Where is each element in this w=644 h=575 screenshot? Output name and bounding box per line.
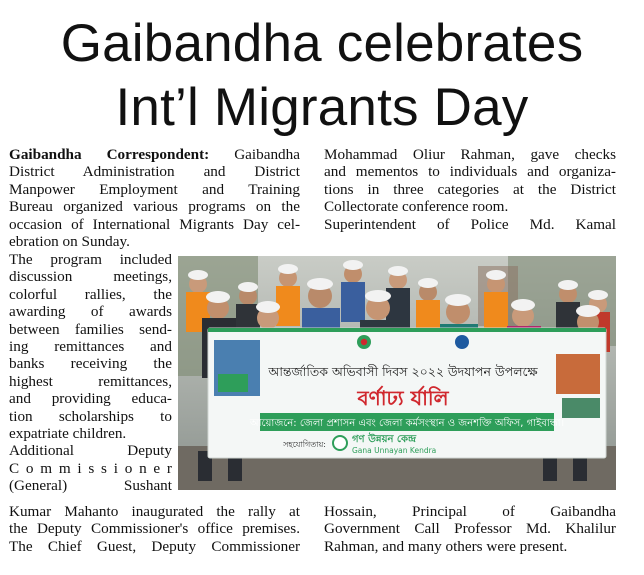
headline-line-2: Int’l Migrants Day <box>115 78 529 137</box>
article-line <box>9 146 300 163</box>
article-line: expatriate children. <box>9 425 127 443</box>
left-column-narrow <box>9 251 172 495</box>
rally-banner <box>208 328 606 458</box>
article-line: Kumar Mahanto inaugurated the rally at <box>9 503 300 520</box>
banner-title: আন্তর্জাতিক অভিবাসী দিবস ২০২২ উদযাপন উপলক্ষে <box>268 364 538 379</box>
banner-right-graphic <box>562 398 600 418</box>
article-line: Mohammad Oliur Rahman, gave checks <box>324 146 616 163</box>
bmet-logo-icon <box>455 335 469 349</box>
article-line: Superintendent of Police Md. Kamal <box>324 215 616 233</box>
article-line: C o m m i s s i o n e r <box>9 459 172 477</box>
right-column-bottom <box>324 503 616 555</box>
article-line: colorful rallies, the <box>9 285 172 303</box>
banner-organizer-text: আয়োজনে: জেলা প্রশাসন এবং জেলা কর্মসংস্থান ও জনশক্তি অফিস, গাইবান্ধা। <box>249 418 565 429</box>
banner-rally-text: বর্ণাঢ্য র্যালি <box>357 386 449 410</box>
banner-support-label: সহযোগিতায়: <box>283 440 326 449</box>
article-line: Additional Deputy <box>9 442 172 460</box>
article-line: Collectorate conference room. <box>324 198 509 216</box>
byline: Gaibandha Correspondent: <box>9 146 210 163</box>
article-line: discussion meetings, <box>9 268 172 286</box>
article-line: Government Call Professor Md. Khalilur <box>324 520 616 538</box>
article-line: occasion of International Migrants Day cel- <box>9 215 300 233</box>
bangladesh-emblem-icon <box>361 339 367 345</box>
article-line: banks receiving the <box>9 355 172 373</box>
rally-photo-illustration <box>178 256 616 490</box>
article-line-text: Gaibandha <box>209 146 300 163</box>
article-line: awarding of awards <box>9 303 172 321</box>
banner-support-bn: গণ উন্নয়ন কেন্দ্র <box>352 434 417 445</box>
article-line: Bureau organized various programs on the <box>9 198 300 216</box>
banner-right-graphic <box>556 354 600 394</box>
article-line: tions in three categories at the District <box>324 180 616 198</box>
article-line: highest remittances, <box>9 372 172 390</box>
banner-support-en: Gana Unnayan Kendra <box>352 446 437 455</box>
article-line: the Deputy Commissioner's office premises. <box>9 520 300 538</box>
article-line: ebration on Sunday. <box>9 233 130 251</box>
banner-top-stripe <box>208 328 606 332</box>
article-line: and mementos to individuals and organiza- <box>324 163 616 181</box>
article-line: Hossain, Principal of Gaibandha <box>324 503 616 520</box>
left-column-top <box>9 146 300 250</box>
article-line: tion scholarships to <box>9 407 172 425</box>
article-line: The program included <box>9 251 172 268</box>
right-column-top <box>324 146 616 233</box>
article-line: between families send- <box>9 320 172 338</box>
rally-photo <box>178 256 616 490</box>
left-column-bottom <box>9 503 300 555</box>
article-line: and providing educa- <box>9 390 172 408</box>
gana-unnayan-logo-icon <box>333 436 347 450</box>
article-line: Rahman, and many others were present. <box>324 537 568 555</box>
article-line: The Chief Guest, Deputy Commissioner <box>9 537 300 555</box>
headline-line-1: Gaibandha celebrates <box>60 14 584 73</box>
article-line: (General) Sushant <box>9 477 172 495</box>
article-line: ing remittances and <box>9 338 172 356</box>
article-line: Manpower Employment and Training <box>9 180 300 198</box>
article-line: District Administration and District <box>9 163 300 181</box>
banner-left-graphic <box>218 374 248 392</box>
